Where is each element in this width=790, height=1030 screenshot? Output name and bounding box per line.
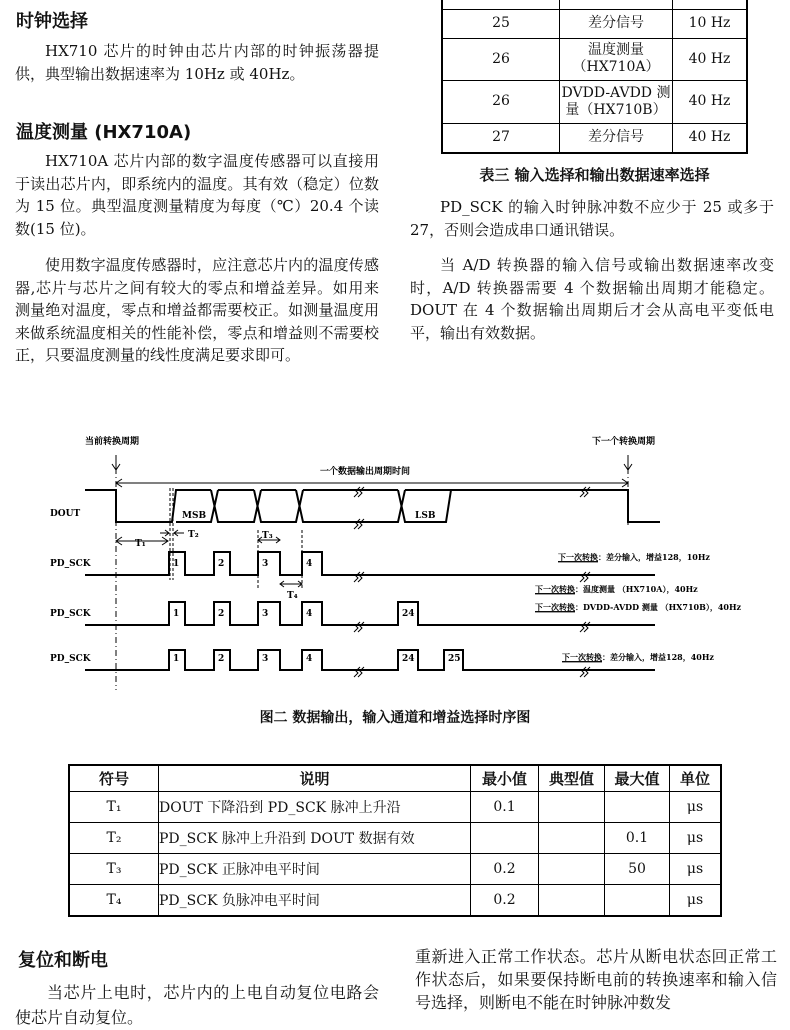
cell [539,792,605,823]
break-mark [580,667,590,677]
break-mark [354,519,364,529]
cell: 差分信号 [560,9,673,38]
pulse-number: 4 [306,609,313,619]
break-mark [580,622,590,632]
dout-line [85,490,660,522]
right-text-2: 当 A/D 转换器的输入信号或输出数据速率改变时，A/D 转换器需要 4 个数据输出周期才能稳定。DOUT 在 4 个数据输出周期后才会从高电平变低电平，输出有效数据。 [410,256,774,342]
temp-text-1: HX710A 芯片内部的数字温度传感器可以直接用于读出芯片内，即系统内的温度。其有效（稳定）位数为 15 位。典型温度测量精度为每度（℃）20.4 个读数(15 位)。 [15,152,379,238]
cell: 27 [442,123,560,153]
pulse-number: 2 [218,559,225,569]
clock-section-title: 时钟选择 [16,11,88,32]
pulse-number: 24 [402,609,415,619]
cell: 差分信号 [560,123,673,153]
msb-label: MSB [182,511,207,521]
break-mark [354,667,364,677]
cell: 40 Hz [673,38,748,80]
pd-sck-label: PD_SCK [50,609,91,619]
next-conversion-note: 下一次转换：温度测量 （HX710A），40Hz [535,584,698,594]
cell [539,854,605,885]
table-row [69,885,721,917]
table-row [69,854,721,885]
t1-label: T₁ [135,539,146,549]
cell: 26 [442,38,560,80]
current-cycle-label: 当前转换周期 [85,437,140,447]
header-cell: 最大值 [605,765,670,792]
next-conversion-note: 下一次转换：差分输入，增益128，40Hz [562,652,714,662]
temp-section-title: 温度测量 (HX710A) [16,122,192,143]
break-mark [580,487,590,497]
pulse-number: 3 [262,654,269,664]
table3-caption: 表三 输入选择和输出数据速率选择 [479,166,710,184]
pulse-number: 2 [218,609,225,619]
pulse-number: 2 [218,654,225,664]
cell: 40 Hz [673,123,748,153]
pulse-number: 1 [173,654,180,664]
cell: 0.2 [471,885,539,917]
next-conversion-note: 下一次转换：DVDD-AVDD 测量 （HX710B），40Hz [535,602,742,612]
header-cell: 说明 [159,765,471,792]
table-row [69,823,721,854]
cell: μs [670,823,722,854]
cell: μs [670,885,722,917]
clock-text: HX710 芯片的时钟由芯片内部的时钟振荡器提供，典型输出数据速率为 10Hz 或 40Hz。 [15,42,379,83]
figure2-caption: 图二 数据输出，输入通道和增益选择时序图 [259,710,531,726]
next-cycle-label: 下一个转换周期 [592,437,656,447]
cell: 0.2 [471,854,539,885]
break-mark [354,622,364,632]
timing-spec-table [68,764,722,917]
cell: 温度测量（HX710A） [560,38,673,80]
pulse-number: 24 [402,654,415,664]
header-cell: 单位 [670,765,722,792]
power-down-text: 重新进入正常工作状态。芯片从断电状态回正常工作状态后，如果要保持断电前的转换速率和输入信号选择，则断电不能在时钟脉冲数发 [415,947,777,1012]
header-cell: 符号 [69,765,159,792]
header-cell: 典型值 [539,765,605,792]
cell: 0.1 [605,823,670,854]
cell: 0.1 [471,792,539,823]
t2-label: T₂ [188,530,199,540]
cell [605,792,670,823]
cell [471,823,539,854]
cell: DVDD-AVDD 测量（HX710B） [560,80,673,123]
cell: T₃ [69,854,159,885]
pd-sck-label: PD_SCK [50,654,91,664]
period-label: 一个数据输出周期时间 [319,467,411,477]
t4-arrow [280,581,302,587]
pulse-number: 4 [306,559,313,569]
table-header [69,765,721,792]
break-mark [354,487,364,497]
cell: PD_SCK 正脉冲电平时间 [159,854,471,885]
period-arrow [116,479,628,487]
pulse-number: 3 [262,559,269,569]
cell [605,885,670,917]
cell: PD_SCK 负脉冲电平时间 [159,885,471,917]
cell: μs [670,792,722,823]
t4-label: T₄ [287,591,298,601]
cell: 26 [442,80,560,123]
lsb-label: LSB [415,511,436,521]
cell: T₂ [69,823,159,854]
dout-label: DOUT [50,509,81,519]
pd-sck-label: PD_SCK [50,559,91,569]
pulse-number: 4 [306,654,313,664]
cell [539,885,605,917]
reset-section-title: 复位和断电 [18,950,108,971]
cell: μs [670,854,722,885]
table-row [69,792,721,823]
cell: 50 [605,854,670,885]
pulse-number: 1 [173,559,180,569]
pulse-number: 25 [448,654,461,664]
pulse-number: 1 [173,609,180,619]
right-text-1: PD_SCK 的输入时钟脉冲数不应少于 25 或多于 27，否则会造成串口通讯错误。 [410,198,774,239]
dout-data-bits [176,490,451,522]
cell: PD_SCK 脉冲上升沿到 DOUT 数据有效 [159,823,471,854]
cell: DOUT 下降沿到 PD_SCK 脉冲上升沿 [159,792,471,823]
cell: T₁ [69,792,159,823]
header-cell: 最小值 [471,765,539,792]
cell [539,823,605,854]
t2-arrow [160,530,184,536]
cell: 10 Hz [673,9,748,38]
cell: 25 [442,9,560,38]
break-mark [580,572,590,582]
next-conversion-note: 下一次转换：差分输入，增益128，10Hz [558,552,710,562]
cell: 40 Hz [673,80,748,123]
break-mark [354,572,364,582]
reset-text: 当芯片上电时，芯片内的上电自动复位电路会使芯片自动复位。 [15,983,379,1027]
pulse-number: 3 [262,609,269,619]
temp-text-2: 使用数字温度传感器时，应注意芯片内的温度传感器,芯片与芯片之间有较大的零点和增益差异。如用来测量绝对温度，零点和增益都需要校正。如测量温度用来做系统温度相关的性能补偿，零点和增益则不需要校正，只要温度测量的线性度满足要求即可。 [15,256,379,364]
cell: T₄ [69,885,159,917]
t3-label: T₃ [262,531,273,541]
